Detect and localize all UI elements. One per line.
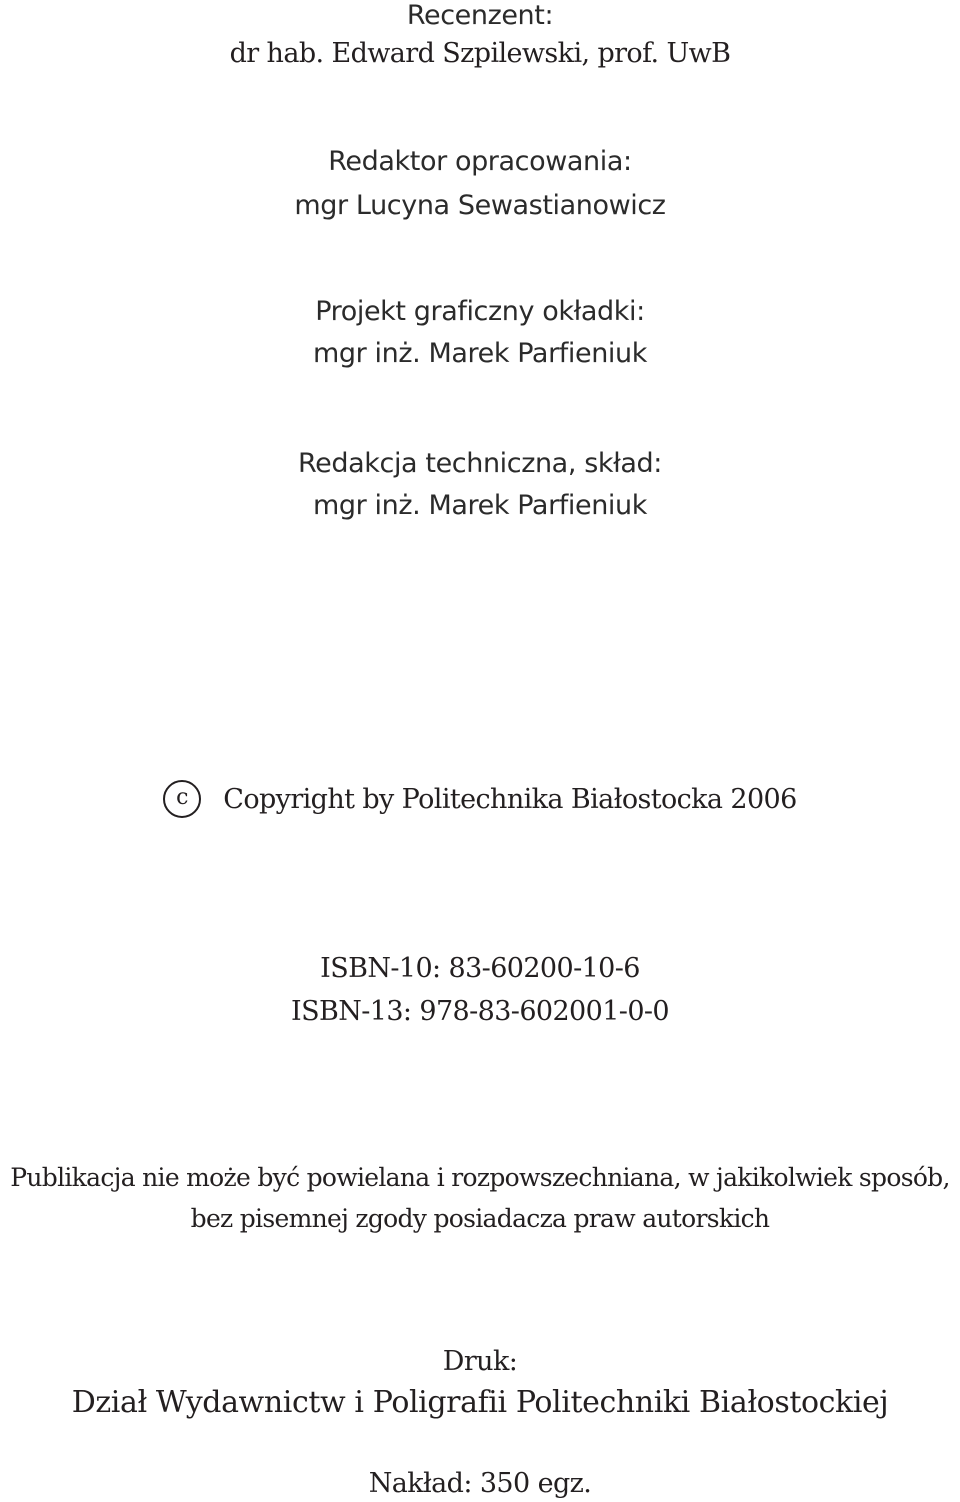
copyright-icon: c bbox=[163, 780, 201, 818]
isbn-13: ISBN-13: 978-83-602001-0-0 bbox=[291, 996, 669, 1027]
copyright-line bbox=[0, 780, 960, 818]
editor-name: mgr Lucyna Sewastianowicz bbox=[294, 190, 666, 221]
technical-edit-label: Redakcja techniczna, skład: bbox=[298, 448, 662, 479]
notice-line-2: bez pisemnej zgody posiadacza praw autorskich bbox=[190, 1204, 770, 1233]
copyright-text: Copyright by Politechnika Białostocka 2006 bbox=[223, 783, 797, 815]
editor-label: Redaktor opracowania: bbox=[328, 146, 632, 177]
cover-design-label: Projekt graficzny okładki: bbox=[315, 296, 645, 327]
printing-name: Dział Wydawnictw i Poligrafii Politechniki Białostockiej bbox=[71, 1385, 889, 1420]
isbn-10: ISBN-10: 83-60200-10-6 bbox=[320, 953, 640, 984]
print-run: Nakład: 350 egz. bbox=[368, 1468, 592, 1499]
technical-edit-name: mgr inż. Marek Parfieniuk bbox=[313, 490, 647, 521]
reviewer-label: Recenzent: bbox=[406, 0, 554, 31]
notice-line-1: Publikacja nie może być powielana i rozpowszechniana, w jakikolwiek sposób, bbox=[10, 1163, 950, 1192]
printing-label: Druk: bbox=[442, 1346, 518, 1377]
cover-design-name: mgr inż. Marek Parfieniuk bbox=[313, 338, 647, 369]
reviewer-name: dr hab. Edward Szpilewski, prof. UwB bbox=[229, 38, 731, 69]
